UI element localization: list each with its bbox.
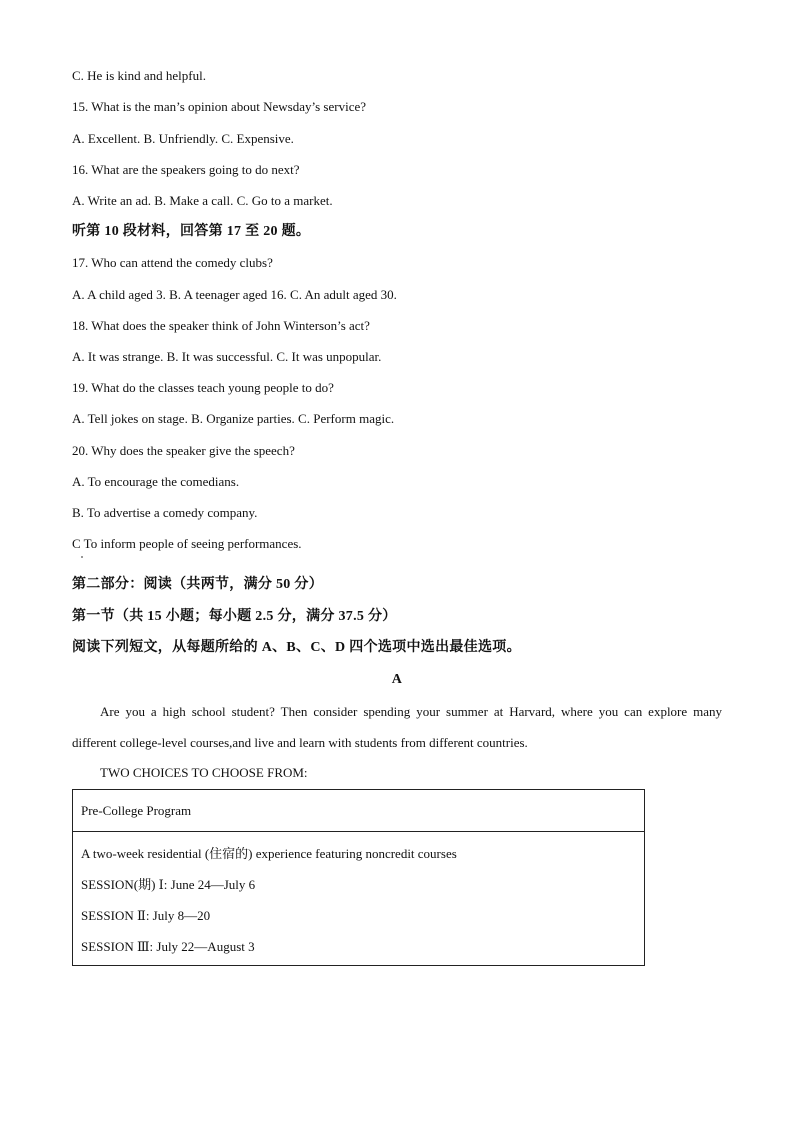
q15-options: A. Excellent. B. Unfriendly. C. Expensive. [72,131,294,146]
table-heading: Pre-College Program [81,803,192,818]
section10-header: 听第 10 段材料，回答第 17 至 20 题。 [72,224,311,239]
stray-dot [81,556,83,558]
q15-question: 15. What is the man’s opinion about Newsday’s service? [72,99,367,114]
q20-option-a: A. To encourage the comedians. [72,474,240,489]
q18-options: A. It was strange. B. It was successful. C. It was unpopular. [72,349,382,364]
program-table [72,789,645,966]
table-row: SESSION(期) Ⅰ: June 24—July 6 [81,877,256,892]
part2-title: 第二部分：阅读（共两节，满分 50 分） [72,577,323,592]
q17-options: A. A child aged 3. B. A teenager aged 16. C. An adult aged 30. [72,287,397,302]
q20-option-b: B. To advertise a comedy company. [72,505,258,520]
q19-options: A. Tell jokes on stage. B. Organize parties. C. Perform magic. [72,411,395,426]
table-header [73,790,644,832]
q19-question: 19. What do the classes teach young people to do? [72,380,334,395]
q17-question: 17. Who can attend the comedy clubs? [72,255,273,270]
q16-options: A. Write an ad. B. Make a call. C. Go to a market. [72,193,333,208]
passage-intro: Are you a high school student? Then consider spending your summer at Harvard, where you can explore many different college-level courses,and live and learn with students from different countries. [72,704,722,750]
passage-label: A [391,672,403,687]
table-row: SESSION Ⅲ: July 22—August 3 [81,939,255,954]
part2-instruction: 阅读下列短文，从每题所给的 A、B、C、D 四个选项中选出最佳选项。 [72,640,521,655]
q18-question: 18. What does the speaker think of John Winterson’s act? [72,318,370,333]
table-row: A two-week residential (住宿的) experience featuring noncredit courses [81,846,457,861]
q14-option-c: C. He is kind and helpful. [72,68,206,83]
choices-heading: TWO CHOICES TO CHOOSE FROM: [100,765,308,780]
q20-question: 20. Why does the speaker give the speech? [72,443,295,458]
table-row: SESSION Ⅱ: July 8—20 [81,908,211,923]
q16-question: 16. What are the speakers going to do next? [72,162,300,177]
part2-section1: 第一节（共 15 小题；每小题 2.5 分，满分 37.5 分） [72,609,397,624]
q20-option-c: C To inform people of seeing performances. [72,536,302,551]
